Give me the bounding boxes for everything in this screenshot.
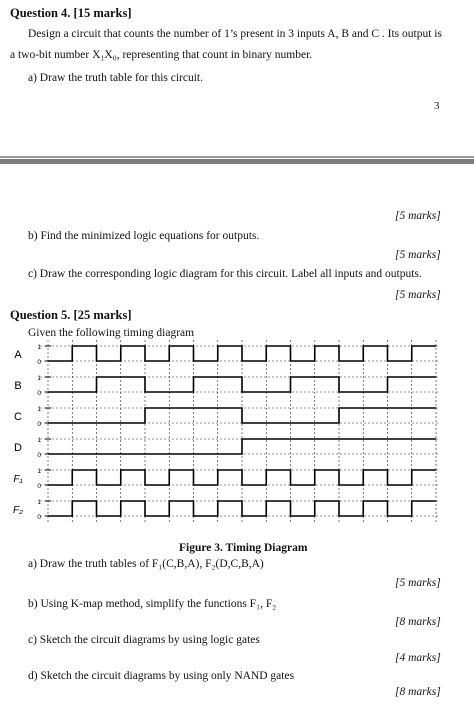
page-break-bar <box>0 159 474 164</box>
q5-part-a: a) Draw the truth tables of F₁(C,B,A), F₂(D,C,B,A) <box>28 558 264 570</box>
timing-diagram <box>0 338 474 533</box>
level-low-label: 0 <box>37 390 41 397</box>
waveform-1 <box>48 346 436 361</box>
level-high-label: 1 <box>37 437 41 444</box>
signal-label: C <box>14 411 22 423</box>
waveform-3 <box>48 408 436 423</box>
signal-label: D <box>14 442 22 454</box>
level-high-label: 1 <box>37 406 41 413</box>
q4-part-b-marks: [5 marks] <box>395 249 441 261</box>
level-high-label: 1 <box>37 375 41 382</box>
level-low-label: 0 <box>37 359 41 366</box>
q4-part-a: a) Draw the truth table for this circuit. <box>28 72 203 84</box>
q5-part-a-marks: [5 marks] <box>395 577 441 589</box>
level-low-label: 0 <box>37 514 41 521</box>
q4-part-c: c) Draw the corresponding logic diagram for this circuit. Label all inputs and outputs. <box>28 268 422 280</box>
q4-intro-line1: Design a circuit that counts the number of 1’s present in 3 inputs A, B and C . Its output is <box>28 28 442 40</box>
q5-part-b: b) Using K-map method, simplify the functions F₁, F₂ <box>28 598 277 610</box>
level-low-label: 0 <box>37 452 41 459</box>
signal-label: F₂ <box>13 505 23 516</box>
waveform-6 <box>48 501 436 516</box>
signal-label: F₁ <box>13 474 23 485</box>
q5-part-c-marks: [4 marks] <box>395 652 441 664</box>
signal-label: B <box>14 380 22 392</box>
waveform-2 <box>48 377 436 392</box>
q5-intro: Given the following timing diagram <box>28 327 195 339</box>
q4-part-c-marks: [5 marks] <box>395 289 441 301</box>
waveform-5 <box>48 470 436 485</box>
q4-part-b: b) Find the minimized logic equations for outputs. <box>28 230 260 242</box>
q5-part-d: d) Sketch the circuit diagrams by using only NAND gates <box>28 670 295 682</box>
q5-part-c: c) Sketch the circuit diagrams by using logic gates <box>28 634 260 646</box>
q4-heading: Question 4. [15 marks] <box>10 6 132 20</box>
q5-part-b-marks: [8 marks] <box>395 616 441 628</box>
level-high-label: 1 <box>37 344 41 351</box>
signal-label: A <box>14 349 22 361</box>
q4-part-a-marks: [5 marks] <box>395 210 441 222</box>
page-break-line-top <box>0 156 474 158</box>
level-low-label: 0 <box>37 483 41 490</box>
waveform-4 <box>48 439 436 454</box>
figure-caption: Figure 3. Timing Diagram <box>179 542 308 554</box>
level-low-label: 0 <box>37 421 41 428</box>
q4-intro-line2: a two-bit number X₁X₀, representing that count in binary number. <box>10 49 313 61</box>
level-high-label: 1 <box>37 499 41 506</box>
level-high-label: 1 <box>37 468 41 475</box>
page-number: 3 <box>434 100 440 112</box>
q5-part-d-marks: [8 marks] <box>395 686 441 698</box>
q5-heading: Question 5. [25 marks] <box>10 308 132 322</box>
